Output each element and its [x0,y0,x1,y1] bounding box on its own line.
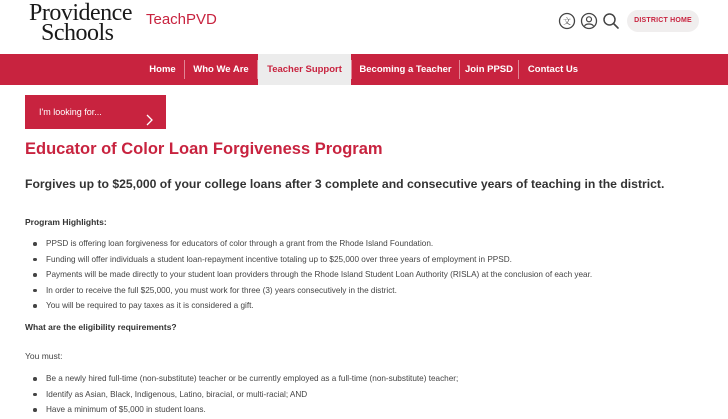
nav-becoming-a-teacher[interactable]: Becoming a Teacher [359,64,452,75]
logo-line-1: Providence [29,0,132,26]
logo-line-2: Schools [41,20,114,46]
site-name-link[interactable]: TeachPVD [146,11,217,28]
list-item: Payments will be made directly to your student loan providers through the Rhode Island Student Loan Authority (RISLA) at the conclusion of each year. [33,267,592,283]
page-title: Educator of Color Loan Forgiveness Program [25,140,383,158]
user-icon[interactable] [580,12,598,30]
highlights-list [33,236,592,314]
program-subtitle: Forgives up to $25,000 of your college loans after 3 complete and consecutive years of teaching in the district. [25,177,665,191]
list-item: PPSD is offering loan forgiveness for educators of color through a grant from the Rhode Island Foundation. [33,236,592,252]
nav-contact-us[interactable]: Contact Us [527,64,579,75]
chevron-right-icon [144,106,154,118]
list-item: Funding will offer individuals a student loan-repayment incentive totaling up to $25,000 over three years of employment in PPSD. [33,252,592,268]
looking-for-label: I'm looking for... [39,107,102,117]
highlights-heading: Program Highlights: [25,217,107,227]
nav-teacher-support[interactable]: Teacher Support [258,54,351,85]
main-navigation [0,54,728,85]
nav-home[interactable]: Home [149,64,176,75]
translate-icon[interactable] [558,12,576,30]
site-header [0,0,728,53]
list-item: Identify as Asian, Black, Indigenous, Latino, biracial, or multi-racial; AND [33,387,458,403]
im-looking-for-button[interactable] [25,95,166,129]
list-item: You will be required to pay taxes as it is considered a gift. [33,298,592,314]
nav-who-we-are[interactable]: Who We Are [193,64,249,75]
eligibility-heading: What are the eligibility requirements? [25,322,177,332]
nav-join-ppsd[interactable]: Join PPSD [464,64,514,75]
list-item: In order to receive the full $25,000, you must work for three (3) years consecutively in the district. [33,283,592,299]
district-home-button[interactable]: DISTRICT HOME [627,10,699,32]
svg-text:文: 文 [563,17,571,26]
search-icon[interactable] [602,12,620,30]
list-item: Have a minimum of $5,000 in student loans. [33,402,458,418]
list-item: Be a newly hired full-time (non-substitute) teacher or be currently employed as a full-time (non-substitute) teacher; [33,371,458,387]
you-must-text: You must: [25,351,63,361]
providence-schools-logo[interactable] [29,1,137,47]
requirements-list [33,371,458,418]
